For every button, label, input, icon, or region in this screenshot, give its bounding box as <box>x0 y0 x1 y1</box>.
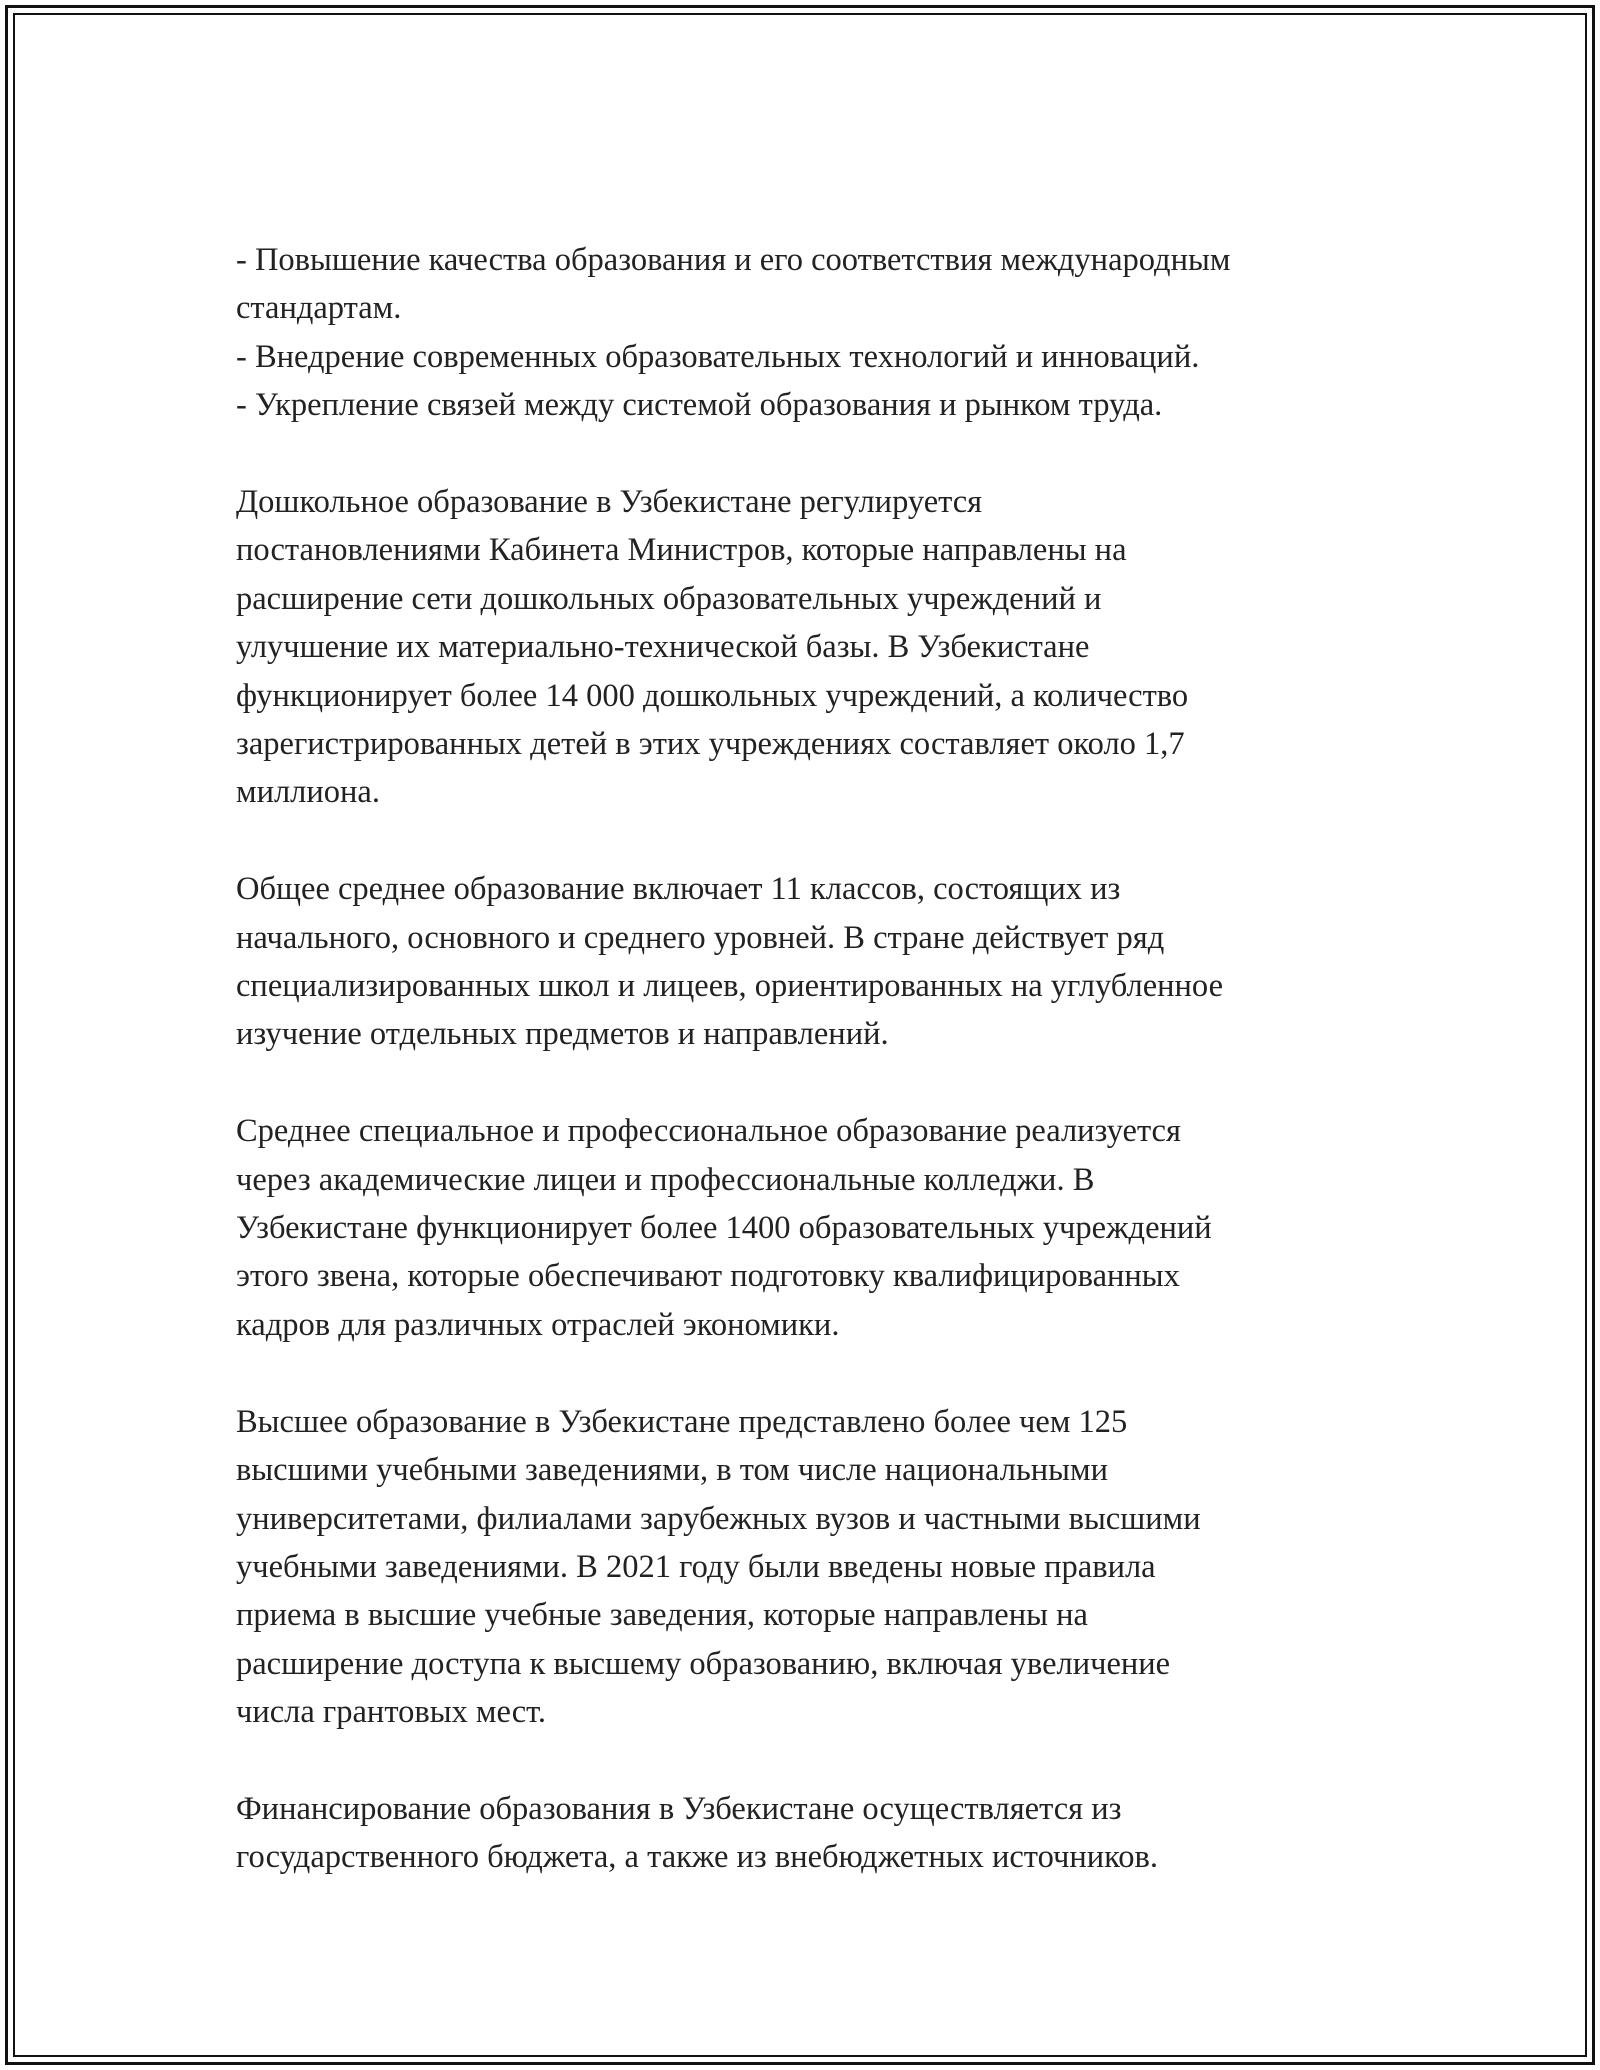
text-line: государственного бюджета, а также из внебюджетных источников. <box>236 1839 1158 1876</box>
text-line: Дошкольное образование в Узбекистане регулируется <box>236 484 983 521</box>
text-line: начального, основного и среднего уровней. В стране действует ряд <box>236 919 1165 956</box>
paragraph-vocational-education <box>236 1107 1396 1349</box>
text-line: специализированных школ и лицеев, ориентированных на углубленное <box>236 968 1223 1005</box>
text-line: этого звена, которые обеспечивают подготовку квалифицированных <box>236 1258 1180 1295</box>
text-line: постановлениями Кабинета Министров, которые направлены на <box>236 532 1127 569</box>
text-line: улучшение их материально-технической базы. В Узбекистане <box>236 629 1090 666</box>
paragraph-general-secondary-education <box>236 865 1396 1059</box>
text-line: расширение сети дошкольных образовательных учреждений и <box>236 580 1102 617</box>
text-line: приема в высшие учебные заведения, которые направлены на <box>236 1597 1088 1634</box>
text-line: Финансирование образования в Узбекистане осуществляется из <box>236 1790 1122 1827</box>
bullet-item <box>236 333 1396 381</box>
document-body <box>236 236 1396 1882</box>
text-line: кадров для различных отраслей экономики. <box>236 1306 840 1343</box>
text-line: зарегистрированных детей в этих учреждениях составляет около 1,7 <box>236 726 1185 763</box>
bullet-item <box>236 236 1396 333</box>
text-line: Высшее образование в Узбекистане представлено более чем 125 <box>236 1403 1128 1440</box>
text-line: высшими учебными заведениями, в том числе национальными <box>236 1452 1108 1489</box>
text-line: Среднее специальное и профессиональное образование реализуется <box>236 1113 1181 1150</box>
text-line: расширение доступа к высшему образованию, включая увеличение <box>236 1645 1171 1682</box>
text-line: Общее среднее образование включает 11 классов, состоящих из <box>236 871 1121 908</box>
text-line: стандартам. <box>236 290 402 327</box>
text-line: числа грантовых мест. <box>236 1694 547 1731</box>
text-line: университетами, филиалами зарубежных вузов и частными высшими <box>236 1500 1201 1537</box>
text-line: функционирует более 14 000 дошкольных учреждений, а количество <box>236 677 1189 714</box>
text-line: через академические лицеи и профессиональные колледжи. В <box>236 1161 1095 1198</box>
text-line: - Внедрение современных образовательных технологий и инноваций. <box>236 338 1200 375</box>
paragraph-education-funding <box>236 1785 1396 1882</box>
text-line: - Укрепление связей между системой образования и рынком труда. <box>236 387 1163 424</box>
text-line: миллиона. <box>236 774 380 811</box>
text-line: Узбекистане функционирует более 1400 образовательных учреждений <box>236 1210 1212 1247</box>
text-line: - Повышение качества образования и его соответствия международным <box>236 242 1231 278</box>
paragraph-preschool-education <box>236 478 1396 817</box>
bullet-item <box>236 381 1396 429</box>
text-line: изучение отдельных предметов и направлений. <box>236 1016 889 1053</box>
paragraph-higher-education <box>236 1398 1396 1737</box>
text-line: учебными заведениями. В 2021 году были введены новые правила <box>236 1548 1156 1585</box>
